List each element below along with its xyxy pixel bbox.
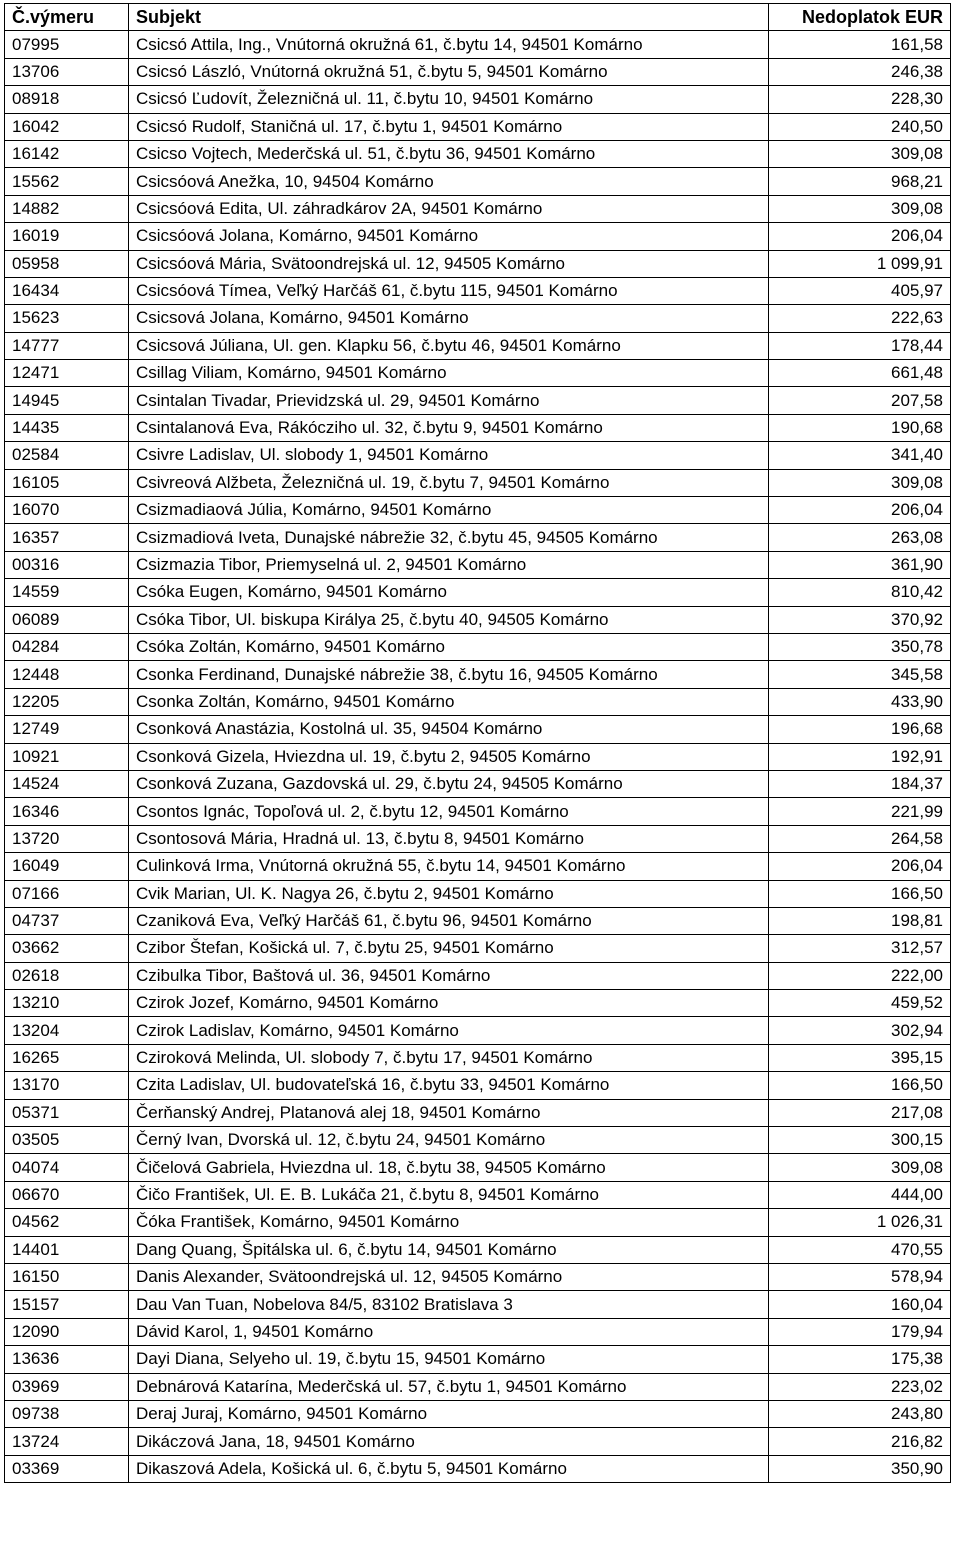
arrears-amount-cell: 309,08: [769, 195, 951, 222]
assessment-number-cell: 02584: [5, 442, 129, 469]
subject-cell: Czaniková Eva, Veľký Harčáš 61, č.bytu 96, 94501 Komárno: [129, 907, 769, 934]
arrears-amount-cell: 175,38: [769, 1346, 951, 1373]
subject-cell: Dikáczová Jana, 18, 94501 Komárno: [129, 1428, 769, 1455]
table-row: [5, 1044, 951, 1071]
arrears-amount-cell: 221,99: [769, 798, 951, 825]
arrears-amount-cell: 243,80: [769, 1400, 951, 1427]
assessment-number-cell: 16105: [5, 469, 129, 496]
assessment-number-cell: 08918: [5, 86, 129, 113]
subject-cell: Csicsó Attila, Ing., Vnútorná okružná 61, č.bytu 14, 94501 Komárno: [129, 31, 769, 58]
table-row: [5, 387, 951, 414]
subject-cell: Csicsó László, Vnútorná okružná 51, č.bytu 5, 94501 Komárno: [129, 58, 769, 85]
assessment-number-cell: 14945: [5, 387, 129, 414]
arrears-amount-cell: 405,97: [769, 277, 951, 304]
assessment-number-cell: 05371: [5, 1099, 129, 1126]
table-row: [5, 58, 951, 85]
assessment-number-cell: 15157: [5, 1291, 129, 1318]
arrears-amount-cell: 578,94: [769, 1263, 951, 1290]
arrears-amount-cell: 223,02: [769, 1373, 951, 1400]
subject-cell: Culinková Irma, Vnútorná okružná 55, č.bytu 14, 94501 Komárno: [129, 853, 769, 880]
assessment-number-cell: 02618: [5, 962, 129, 989]
table-row: [5, 633, 951, 660]
arrears-amount-cell: 345,58: [769, 661, 951, 688]
assessment-number-cell: 04074: [5, 1154, 129, 1181]
assessment-number-cell: 03969: [5, 1373, 129, 1400]
table-row: [5, 907, 951, 934]
table-row: [5, 962, 951, 989]
assessment-number-cell: 16150: [5, 1263, 129, 1290]
assessment-number-cell: 06670: [5, 1181, 129, 1208]
header-row: [5, 4, 951, 31]
table-row: [5, 195, 951, 222]
subject-cell: Danis Alexander, Svätoondrejská ul. 12, 94505 Komárno: [129, 1263, 769, 1290]
arrears-amount-cell: 264,58: [769, 825, 951, 852]
subject-cell: Csicsóová Mária, Svätoondrejská ul. 12, 94505 Komárno: [129, 250, 769, 277]
subject-cell: Csóka Zoltán, Komárno, 94501 Komárno: [129, 633, 769, 660]
table-row: [5, 1373, 951, 1400]
assessment-number-cell: 14435: [5, 414, 129, 441]
table-row: [5, 86, 951, 113]
assessment-number-cell: 13706: [5, 58, 129, 85]
table-row: [5, 1072, 951, 1099]
table-row: [5, 414, 951, 441]
arrears-amount-cell: 217,08: [769, 1099, 951, 1126]
arrears-amount-cell: 309,08: [769, 469, 951, 496]
assessment-number-cell: 10921: [5, 743, 129, 770]
arrears-amount-cell: 263,08: [769, 524, 951, 551]
table-row: [5, 1099, 951, 1126]
subject-cell: Dayi Diana, Selyeho ul. 19, č.bytu 15, 94501 Komárno: [129, 1346, 769, 1373]
subject-cell: Dang Quang, Špitálska ul. 6, č.bytu 14, 94501 Komárno: [129, 1236, 769, 1263]
arrears-amount-cell: 350,78: [769, 633, 951, 660]
header-subject: Subjekt: [129, 4, 769, 31]
subject-cell: Csicso Vojtech, Mederčská ul. 51, č.bytu 36, 94501 Komárno: [129, 140, 769, 167]
assessment-number-cell: 05958: [5, 250, 129, 277]
subject-cell: Csicsó Rudolf, Staničná ul. 17, č.bytu 1, 94501 Komárno: [129, 113, 769, 140]
table-row: [5, 661, 951, 688]
assessment-number-cell: 13204: [5, 1017, 129, 1044]
arrears-amount-cell: 196,68: [769, 716, 951, 743]
table-row: [5, 716, 951, 743]
arrears-amount-cell: 166,50: [769, 1072, 951, 1099]
arrears-amount-cell: 222,00: [769, 962, 951, 989]
assessment-number-cell: 12090: [5, 1318, 129, 1345]
subject-cell: Czibulka Tibor, Baštová ul. 36, 94501 Komárno: [129, 962, 769, 989]
arrears-amount-cell: 968,21: [769, 168, 951, 195]
table-row: [5, 250, 951, 277]
arrears-amount-cell: 161,58: [769, 31, 951, 58]
arrears-table: [4, 3, 951, 1483]
assessment-number-cell: 16434: [5, 277, 129, 304]
subject-cell: Csizmazia Tibor, Priemyselná ul. 2, 94501 Komárno: [129, 551, 769, 578]
subject-cell: Csicsóová Anežka, 10, 94504 Komárno: [129, 168, 769, 195]
arrears-amount-cell: 192,91: [769, 743, 951, 770]
table-row: [5, 469, 951, 496]
subject-cell: Csicsóová Tímea, Veľký Harčáš 61, č.bytu 115, 94501 Komárno: [129, 277, 769, 304]
arrears-amount-cell: 312,57: [769, 935, 951, 962]
assessment-number-cell: 06089: [5, 606, 129, 633]
assessment-number-cell: 16070: [5, 497, 129, 524]
table-row: [5, 168, 951, 195]
arrears-amount-cell: 190,68: [769, 414, 951, 441]
assessment-number-cell: 12448: [5, 661, 129, 688]
arrears-amount-cell: 433,90: [769, 688, 951, 715]
arrears-amount-cell: 470,55: [769, 1236, 951, 1263]
assessment-number-cell: 13210: [5, 990, 129, 1017]
arrears-amount-cell: 459,52: [769, 990, 951, 1017]
arrears-amount-cell: 178,44: [769, 332, 951, 359]
assessment-number-cell: 16142: [5, 140, 129, 167]
assessment-number-cell: 04562: [5, 1209, 129, 1236]
arrears-amount-cell: 216,82: [769, 1428, 951, 1455]
subject-cell: Cziroková Melinda, Ul. slobody 7, č.bytu 17, 94501 Komárno: [129, 1044, 769, 1071]
table-row: [5, 31, 951, 58]
arrears-amount-cell: 206,04: [769, 853, 951, 880]
table-row: [5, 1181, 951, 1208]
assessment-number-cell: 07166: [5, 880, 129, 907]
table-row: [5, 305, 951, 332]
table-row: [5, 551, 951, 578]
table-row: [5, 1263, 951, 1290]
assessment-number-cell: 12471: [5, 360, 129, 387]
arrears-amount-cell: 302,94: [769, 1017, 951, 1044]
table-row: [5, 140, 951, 167]
subject-cell: Čóka František, Komárno, 94501 Komárno: [129, 1209, 769, 1236]
assessment-number-cell: 16357: [5, 524, 129, 551]
assessment-number-cell: 14559: [5, 579, 129, 606]
assessment-number-cell: 07995: [5, 31, 129, 58]
arrears-amount-cell: 206,04: [769, 497, 951, 524]
assessment-number-cell: 13636: [5, 1346, 129, 1373]
table-row: [5, 1017, 951, 1044]
table-row: [5, 579, 951, 606]
arrears-amount-cell: 228,30: [769, 86, 951, 113]
table-row: [5, 853, 951, 880]
subject-cell: Csóka Eugen, Komárno, 94501 Komárno: [129, 579, 769, 606]
table-row: [5, 880, 951, 907]
subject-cell: Csontos Ignác, Topoľová ul. 2, č.bytu 12, 94501 Komárno: [129, 798, 769, 825]
header-arrears-amount: Nedoplatok EUR: [769, 4, 951, 31]
table-row: [5, 497, 951, 524]
assessment-number-cell: 03505: [5, 1127, 129, 1154]
arrears-amount-cell: 1 026,31: [769, 1209, 951, 1236]
arrears-amount-cell: 395,15: [769, 1044, 951, 1071]
assessment-number-cell: 14777: [5, 332, 129, 359]
arrears-amount-cell: 370,92: [769, 606, 951, 633]
subject-cell: Csicsóová Edita, Ul. záhradkárov 2A, 94501 Komárno: [129, 195, 769, 222]
arrears-amount-cell: 309,08: [769, 1154, 951, 1181]
table-row: [5, 1318, 951, 1345]
subject-cell: Csóka Tibor, Ul. biskupa Királya 25, č.bytu 40, 94505 Komárno: [129, 606, 769, 633]
subject-cell: Czirok Ladislav, Komárno, 94501 Komárno: [129, 1017, 769, 1044]
arrears-amount-cell: 350,90: [769, 1455, 951, 1482]
assessment-number-cell: 13720: [5, 825, 129, 852]
arrears-amount-cell: 444,00: [769, 1181, 951, 1208]
subject-cell: Csicsová Júliana, Ul. gen. Klapku 56, č.bytu 46, 94501 Komárno: [129, 332, 769, 359]
table-row: [5, 1400, 951, 1427]
subject-cell: Deraj Juraj, Komárno, 94501 Komárno: [129, 1400, 769, 1427]
arrears-amount-cell: 309,08: [769, 140, 951, 167]
assessment-number-cell: 14524: [5, 770, 129, 797]
assessment-number-cell: 16042: [5, 113, 129, 140]
assessment-number-cell: 14882: [5, 195, 129, 222]
arrears-amount-cell: 198,81: [769, 907, 951, 934]
subject-cell: Čičo František, Ul. E. B. Lukáča 21, č.bytu 8, 94501 Komárno: [129, 1181, 769, 1208]
arrears-amount-cell: 246,38: [769, 58, 951, 85]
assessment-number-cell: 04284: [5, 633, 129, 660]
assessment-number-cell: 16019: [5, 223, 129, 250]
table-row: [5, 1209, 951, 1236]
subject-cell: Čičelová Gabriela, Hviezdna ul. 18, č.bytu 38, 94505 Komárno: [129, 1154, 769, 1181]
subject-cell: Czirok Jozef, Komárno, 94501 Komárno: [129, 990, 769, 1017]
assessment-number-cell: 15623: [5, 305, 129, 332]
subject-cell: Csillag Viliam, Komárno, 94501 Komárno: [129, 360, 769, 387]
table-row: [5, 332, 951, 359]
arrears-amount-cell: 184,37: [769, 770, 951, 797]
subject-cell: Csonka Ferdinand, Dunajské nábrežie 38, č.bytu 16, 94505 Komárno: [129, 661, 769, 688]
assessment-number-cell: 14401: [5, 1236, 129, 1263]
assessment-number-cell: 04737: [5, 907, 129, 934]
assessment-number-cell: 13170: [5, 1072, 129, 1099]
table-row: [5, 277, 951, 304]
arrears-amount-cell: 179,94: [769, 1318, 951, 1345]
subject-cell: Černý Ivan, Dvorská ul. 12, č.bytu 24, 94501 Komárno: [129, 1127, 769, 1154]
subject-cell: Csivre Ladislav, Ul. slobody 1, 94501 Komárno: [129, 442, 769, 469]
table-row: [5, 1428, 951, 1455]
arrears-amount-cell: 160,04: [769, 1291, 951, 1318]
assessment-number-cell: 00316: [5, 551, 129, 578]
arrears-amount-cell: 207,58: [769, 387, 951, 414]
assessment-number-cell: 12205: [5, 688, 129, 715]
arrears-amount-cell: 361,90: [769, 551, 951, 578]
table-row: [5, 524, 951, 551]
subject-cell: Csonková Gizela, Hviezdna ul. 19, č.bytu 2, 94505 Komárno: [129, 743, 769, 770]
assessment-number-cell: 16049: [5, 853, 129, 880]
subject-cell: Csontosová Mária, Hradná ul. 13, č.bytu 8, 94501 Komárno: [129, 825, 769, 852]
assessment-number-cell: 16265: [5, 1044, 129, 1071]
subject-cell: Csonková Zuzana, Gazdovská ul. 29, č.bytu 24, 94505 Komárno: [129, 770, 769, 797]
table-row: [5, 743, 951, 770]
subject-cell: Czibor Štefan, Košická ul. 7, č.bytu 25, 94501 Komárno: [129, 935, 769, 962]
arrears-amount-cell: 661,48: [769, 360, 951, 387]
subject-cell: Csicsóová Jolana, Komárno, 94501 Komárno: [129, 223, 769, 250]
subject-cell: Csintalanová Eva, Rákócziho ul. 32, č.bytu 9, 94501 Komárno: [129, 414, 769, 441]
arrears-amount-cell: 166,50: [769, 880, 951, 907]
table-row: [5, 442, 951, 469]
table-row: [5, 1346, 951, 1373]
subject-cell: Debnárová Katarína, Mederčská ul. 57, č.bytu 1, 94501 Komárno: [129, 1373, 769, 1400]
arrears-amount-cell: 300,15: [769, 1127, 951, 1154]
subject-cell: Csonka Zoltán, Komárno, 94501 Komárno: [129, 688, 769, 715]
subject-cell: Csivreová Alžbeta, Železničná ul. 19, č.bytu 7, 94501 Komárno: [129, 469, 769, 496]
header-assessment-number: Č.výmeru: [5, 4, 129, 31]
subject-cell: Czita Ladislav, Ul. budovateľská 16, č.bytu 33, 94501 Komárno: [129, 1072, 769, 1099]
table-row: [5, 1127, 951, 1154]
assessment-number-cell: 03369: [5, 1455, 129, 1482]
subject-cell: Dau Van Tuan, Nobelova 84/5, 83102 Bratislava 3: [129, 1291, 769, 1318]
assessment-number-cell: 03662: [5, 935, 129, 962]
arrears-amount-cell: 810,42: [769, 579, 951, 606]
table-row: [5, 688, 951, 715]
assessment-number-cell: 12749: [5, 716, 129, 743]
table-row: [5, 770, 951, 797]
subject-cell: Csizmadiová Iveta, Dunajské nábrežie 32, č.bytu 45, 94505 Komárno: [129, 524, 769, 551]
arrears-amount-cell: 222,63: [769, 305, 951, 332]
subject-cell: Csonková Anastázia, Kostolná ul. 35, 94504 Komárno: [129, 716, 769, 743]
table-row: [5, 113, 951, 140]
subject-cell: Čerňanský Andrej, Platanová alej 18, 94501 Komárno: [129, 1099, 769, 1126]
table-row: [5, 1291, 951, 1318]
subject-cell: Csicsó Ľudovít, Železničná ul. 11, č.bytu 10, 94501 Komárno: [129, 86, 769, 113]
table-row: [5, 606, 951, 633]
assessment-number-cell: 13724: [5, 1428, 129, 1455]
arrears-amount-cell: 1 099,91: [769, 250, 951, 277]
table-row: [5, 825, 951, 852]
table-row: [5, 798, 951, 825]
assessment-number-cell: 15562: [5, 168, 129, 195]
subject-cell: Dikaszová Adela, Košická ul. 6, č.bytu 5, 94501 Komárno: [129, 1455, 769, 1482]
arrears-amount-cell: 206,04: [769, 223, 951, 250]
table-body: [5, 31, 951, 1483]
assessment-number-cell: 16346: [5, 798, 129, 825]
table-row: [5, 223, 951, 250]
table-row: [5, 1236, 951, 1263]
assessment-number-cell: 09738: [5, 1400, 129, 1427]
arrears-amount-cell: 341,40: [769, 442, 951, 469]
table-row: [5, 1455, 951, 1482]
subject-cell: Cvik Marian, Ul. K. Nagya 26, č.bytu 2, 94501 Komárno: [129, 880, 769, 907]
subject-cell: Csintalan Tivadar, Prievidzská ul. 29, 94501 Komárno: [129, 387, 769, 414]
table-row: [5, 935, 951, 962]
subject-cell: Dávid Karol, 1, 94501 Komárno: [129, 1318, 769, 1345]
table-row: [5, 360, 951, 387]
subject-cell: Csizmadiaová Júlia, Komárno, 94501 Komárno: [129, 497, 769, 524]
table-row: [5, 1154, 951, 1181]
table-row: [5, 990, 951, 1017]
arrears-amount-cell: 240,50: [769, 113, 951, 140]
subject-cell: Csicsová Jolana, Komárno, 94501 Komárno: [129, 305, 769, 332]
